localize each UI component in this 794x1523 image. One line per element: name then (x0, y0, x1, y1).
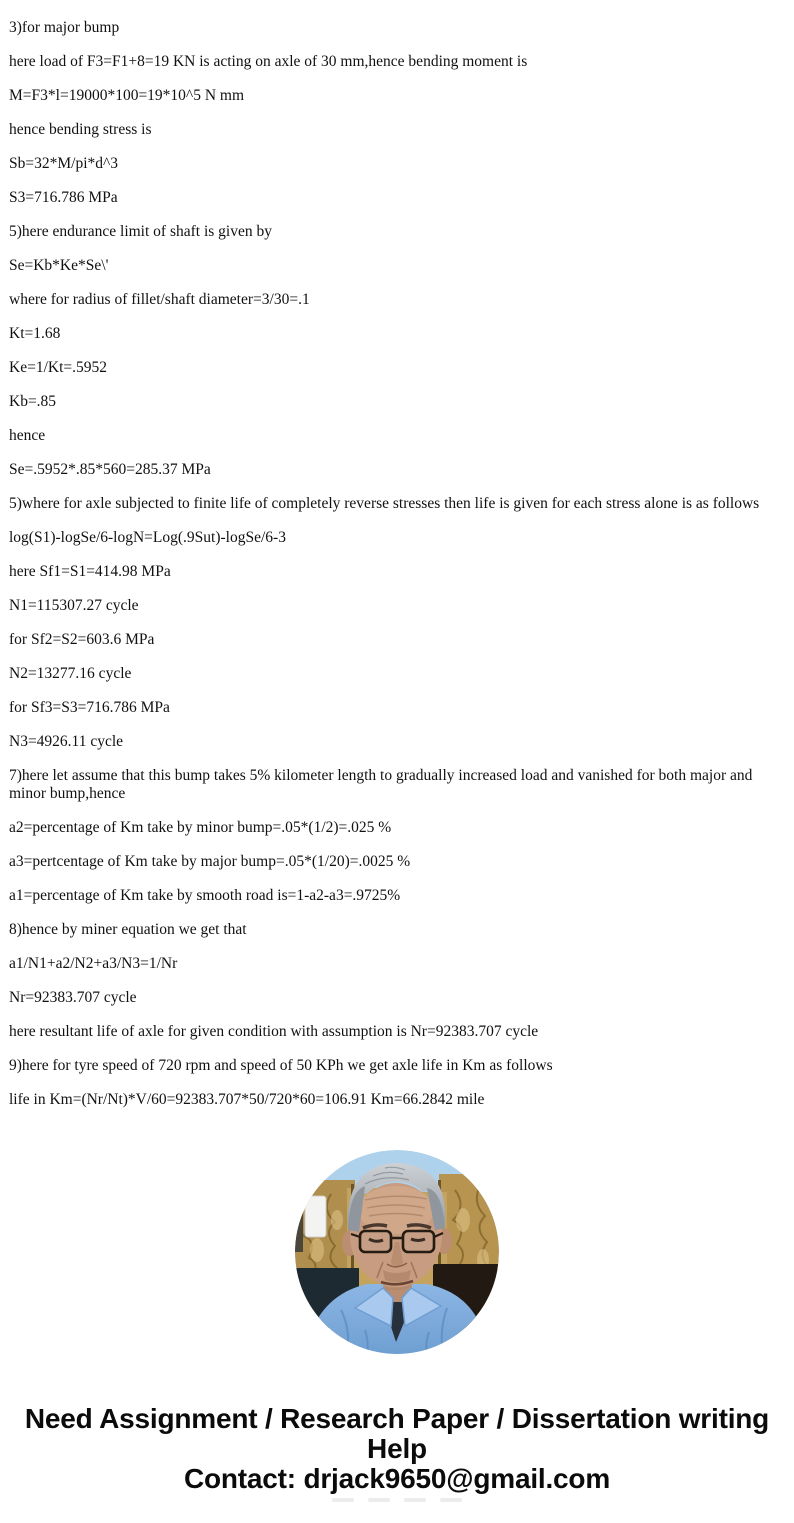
person-photo (295, 1150, 499, 1354)
solution-line: here load of F3=F1+8=19 KN is acting on axle of 30 mm,hence bending moment is (9, 53, 528, 70)
solution-line: M=F3*l=19000*100=19*10^5 N mm (9, 87, 245, 104)
promo-footer (0, 1404, 794, 1502)
solution-line: Se=Kb*Ke*Se\' (9, 257, 109, 274)
solution-line: 7)here let assume that this bump takes 5% kilometer length to gradually increased load and vanished for both major and minor bump,hence (9, 767, 753, 802)
solution-line: Nr=92383.707 cycle (9, 989, 137, 1006)
solution-line: Ke=1/Kt=.5952 (9, 359, 107, 376)
solution-line: 5)here endurance limit of shaft is given by (9, 223, 272, 240)
solution-line: a2=percentage of Km take by minor bump=.05*(1/2)=.025 % (9, 819, 392, 836)
contact-email: Contact: drjack9650@gmail.com (183, 1463, 611, 1494)
solution-line: 9)here for tyre speed of 720 rpm and speed of 50 KPh we get axle life in Km as follows (9, 1057, 553, 1074)
solution-line: a1=percentage of Km take by smooth road is=1-a2-a3=.9725% (9, 887, 401, 904)
solution-line: a3=pertcentage of Km take by major bump=.05*(1/20)=.0025 % (9, 853, 411, 870)
solution-line: Kb=.85 (9, 393, 57, 410)
solution-line: log(S1)-logSe/6-logN=Log(.9Sut)-logSe/6-3 (9, 529, 286, 546)
solution-line: 8)hence by miner equation we get that (9, 921, 247, 938)
solution-line: Se=.5952*.85*560=285.37 MPa (9, 461, 211, 478)
promo-headline: Need Assignment / Research Paper / Dissertation writing Help (24, 1403, 770, 1464)
solution-line: 5)where for axle subjected to finite life of completely reverse stresses then life is given for each stress alone is as follows (9, 495, 760, 512)
solution-line: a1/N1+a2/N2+a3/N3=1/Nr (9, 955, 178, 972)
solution-line: hence (9, 427, 46, 444)
solution-line: where for radius of fillet/shaft diameter=3/30=.1 (9, 291, 310, 308)
solution-line: Sb=32*M/pi*d^3 (9, 155, 119, 172)
solution-line: 3)for major bump (9, 19, 120, 36)
smudge-artifact (20, 1498, 774, 1502)
solution-line: N1=115307.27 cycle (9, 597, 139, 614)
solution-line: here resultant life of axle for given condition with assumption is Nr=92383.707 cycle (9, 1023, 539, 1040)
avatar-container (0, 1150, 794, 1354)
solution-line: N2=13277.16 cycle (9, 665, 132, 682)
solution-line: for Sf2=S2=603.6 MPa (9, 631, 155, 648)
solution-line: here Sf1=S1=414.98 MPa (9, 563, 171, 580)
solution-line: life in Km=(Nr/Nt)*V/60=92383.707*50/720*60=106.91 Km=66.2842 mile (9, 1091, 485, 1108)
solution-line: N3=4926.11 cycle (9, 733, 124, 750)
solution-line: for Sf3=S3=716.786 MPa (9, 699, 170, 716)
solution-line: hence bending stress is (9, 121, 152, 138)
solution-line: S3=716.786 MPa (9, 189, 118, 206)
solution-line: Kt=1.68 (9, 325, 61, 342)
